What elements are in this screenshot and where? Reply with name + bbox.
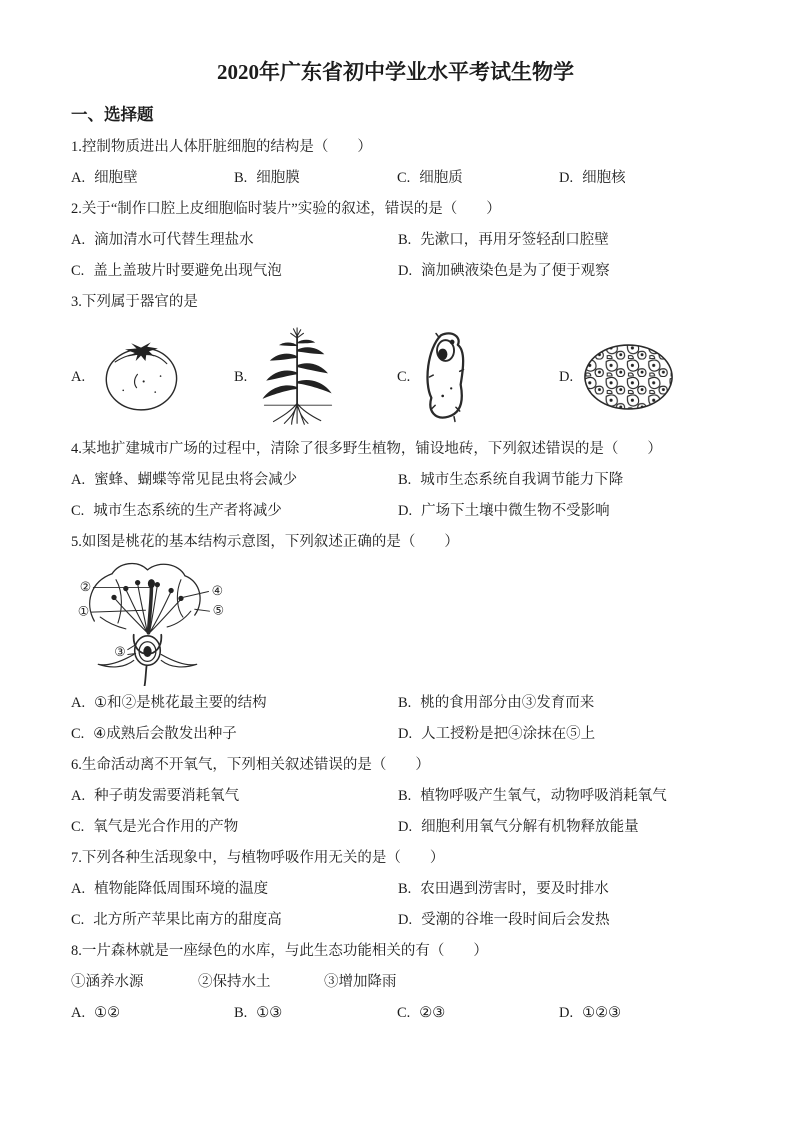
option-text: 植物能降低周围环境的温度 [94, 881, 269, 897]
option-a [71, 781, 398, 812]
option-a [71, 225, 398, 256]
question-stem: 1.控制物质进出人体肝脏细胞的结构是（ ） [71, 139, 372, 155]
option-b [398, 688, 720, 719]
option-a [71, 688, 398, 719]
option-text: 农田遇到涝害时，要及时排水 [420, 881, 609, 897]
question-stem: 2.关于“制作口腔上皮细胞临时装片”实验的叙述，错误的是（ ） [71, 201, 501, 217]
option-b [398, 465, 720, 496]
option-text: ①③ [256, 1005, 283, 1021]
option-label: D. [398, 263, 413, 279]
option-label: C. [71, 912, 85, 928]
image-option-c [397, 329, 559, 425]
option-text: 城市生态系统的生产者将减少 [93, 503, 282, 519]
option-text: ①② [94, 1005, 121, 1021]
figure-label-4: ④ [211, 584, 224, 599]
question-4 [71, 434, 720, 527]
question-options [71, 688, 720, 719]
option-a [71, 998, 234, 1029]
option-text: 细胞壁 [94, 170, 138, 186]
option-text: 氧气是光合作用的产物 [93, 819, 239, 835]
image-option-a [71, 337, 234, 417]
question-7 [71, 843, 720, 936]
option-label: D. [398, 912, 413, 928]
option-d [559, 163, 720, 194]
option-text: ②③ [419, 1005, 446, 1021]
option-a [71, 163, 234, 194]
option-c [397, 163, 559, 194]
option-text: 细胞质 [419, 170, 463, 186]
option-label: A. [71, 881, 86, 897]
option-label: C. [71, 726, 85, 742]
question-stem: 6.生命活动离不开氧气，下列相关叙述错误的是（ ） [71, 757, 430, 773]
option-label: C. [71, 263, 85, 279]
tomato-fruit-image [95, 337, 187, 417]
option-label: C. [397, 368, 411, 385]
question-options [71, 163, 720, 194]
option-b [398, 874, 720, 905]
option-label: B. [234, 368, 248, 385]
option-text: 先漱口，再用牙签轻刮口腔壁 [420, 232, 609, 248]
option-text: ①②③ [582, 1005, 622, 1021]
peach-flower-diagram-image [63, 560, 293, 686]
question-options [71, 781, 720, 812]
question-stem: 5.如图是桃花的基本结构示意图，下列叙述正确的是（ ） [71, 534, 459, 550]
option-text: 北方所产苹果比南方的甜度高 [93, 912, 282, 928]
option-label: C. [71, 819, 85, 835]
question-stem: 4.某地扩建城市广场的过程中，清除了很多野生植物，铺设地砖，下列叙述错误的是（ ） [71, 441, 662, 457]
figure-label-5: ⑤ [212, 603, 225, 619]
section-heading-multiple-choice: 一、选择题 [71, 105, 154, 124]
question-image-options [71, 322, 720, 432]
question-8 [71, 936, 720, 1029]
option-label: B. [234, 170, 248, 186]
option-a [71, 874, 398, 905]
question-3 [71, 287, 720, 432]
figure-label-2: ② [79, 580, 92, 596]
exam-title: 2020年广东省初中学业水平考试生物学 [217, 60, 574, 84]
option-c [71, 496, 398, 527]
option-text: 蜜蜂、蝴蝶等常见昆虫将会减少 [94, 472, 298, 488]
question-stem: 8.一片森林就是一座绿色的水库，与此生态功能相关的有（ ） [71, 943, 488, 959]
option-text: 城市生态系统自我调节能力下降 [420, 472, 624, 488]
question-options [71, 874, 720, 905]
option-d [398, 496, 720, 527]
option-label: D. [559, 170, 574, 186]
option-c [397, 998, 559, 1029]
option-label: A. [71, 232, 86, 248]
option-b [234, 163, 397, 194]
question-options [71, 998, 720, 1029]
option-d [398, 905, 720, 936]
question-options [71, 465, 720, 496]
option-text: 细胞利用氧气分解有机物释放能量 [421, 819, 639, 835]
statement-item-3: ③增加降雨 [324, 974, 397, 990]
option-label: D. [398, 819, 413, 835]
image-option-d [559, 342, 720, 412]
question-options [71, 256, 720, 287]
statement-item-1: ①涵养水源 [71, 974, 144, 990]
corn-plant-image [257, 327, 339, 427]
peach-flower-figure [63, 560, 720, 686]
option-label: C. [397, 1005, 411, 1021]
option-a [71, 465, 398, 496]
option-c [71, 812, 398, 843]
option-text: 桃的食用部分由③发育而来 [420, 695, 595, 711]
option-label: B. [234, 1005, 248, 1021]
option-label: B. [398, 881, 412, 897]
option-text: 广场下土壤中微生物不受影响 [421, 503, 610, 519]
option-text: ①和②是桃花最主要的结构 [94, 695, 267, 711]
option-label: D. [559, 1005, 574, 1021]
option-label: B. [398, 472, 412, 488]
option-label: B. [398, 695, 412, 711]
option-b [398, 781, 720, 812]
question-options [71, 812, 720, 843]
question-2 [71, 194, 720, 287]
option-label: A. [71, 472, 86, 488]
option-b [234, 998, 397, 1029]
option-text: 人工授粉是把④涂抹在⑤上 [421, 726, 596, 742]
option-label: D. [398, 726, 413, 742]
statement-item-2: ②保持水土 [198, 974, 271, 990]
option-label: C. [71, 503, 85, 519]
option-d [398, 256, 720, 287]
question-options [71, 905, 720, 936]
option-label: A. [71, 368, 86, 385]
option-text: 细胞膜 [256, 170, 300, 186]
option-text: 盖上盖玻片时要避免出现气泡 [93, 263, 282, 279]
option-label: A. [71, 788, 86, 804]
single-cell-image [420, 329, 472, 425]
option-text: ④成熟后会散发出种子 [93, 726, 237, 742]
figure-label-1: ① [77, 604, 90, 620]
figure-label-3: ③ [114, 645, 126, 661]
option-label: B. [398, 232, 412, 248]
option-d [398, 812, 720, 843]
question-5 [71, 527, 720, 750]
question-options [71, 719, 720, 750]
option-c [71, 256, 398, 287]
option-label: C. [397, 170, 411, 186]
option-text: 种子萌发需要消耗氧气 [94, 788, 240, 804]
option-label: A. [71, 1005, 86, 1021]
option-label: A. [71, 170, 86, 186]
question-6 [71, 750, 720, 843]
option-d [398, 719, 720, 750]
option-text: 滴加清水可代替生理盐水 [94, 232, 254, 248]
option-c [71, 719, 398, 750]
statement-items [71, 967, 720, 998]
cell-tissue-image [583, 342, 675, 412]
question-options [71, 225, 720, 256]
option-text: 细胞核 [582, 170, 626, 186]
option-label: D. [559, 368, 574, 385]
question-stem: 3.下列属于器官的是 [71, 294, 198, 310]
option-label: A. [71, 695, 86, 711]
option-b [398, 225, 720, 256]
question-options [71, 496, 720, 527]
option-text: 受潮的谷堆一段时间后会发热 [421, 912, 610, 928]
image-option-b [234, 327, 397, 427]
option-label: D. [398, 503, 413, 519]
option-label: B. [398, 788, 412, 804]
question-stem: 7.下列各种生活现象中，与植物呼吸作用无关的是（ ） [71, 850, 445, 866]
option-d [559, 998, 720, 1029]
option-c [71, 905, 398, 936]
option-text: 植物呼吸产生氧气，动物呼吸消耗氧气 [420, 788, 667, 804]
option-text: 滴加碘液染色是为了便于观察 [421, 263, 610, 279]
question-1 [71, 132, 720, 194]
